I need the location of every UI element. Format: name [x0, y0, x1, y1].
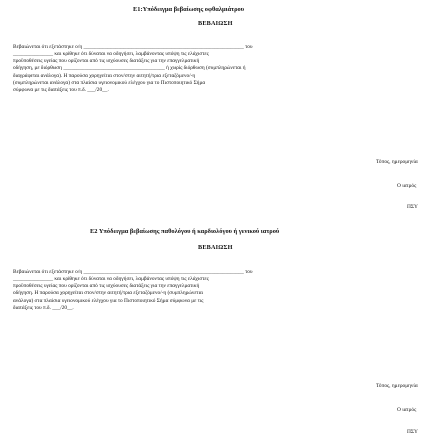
body-line: οδήγηση, με διόρθωση ______________________________________ ή χωρίς διόρθωση (συμπληρώνεται ή: [13, 65, 246, 72]
section-title-1: Ε1:Υπόδειγμα βεβαίωσης οφθαλμιάτρου: [133, 6, 245, 13]
body-line: προϋποθέσεις υγείας που ορίζονται από τις ισχύουσες διατάξεις για την επαγγελματική: [13, 283, 200, 290]
section-heading-1: ΒΕΒΑΙΩΣΗ: [198, 20, 233, 27]
signature-label-2: ΠΣΥ: [407, 429, 418, 435]
body-line: Βεβαιώνεται ότι εξετάστηκε ο/η ____________________________________________________________ του: [13, 44, 253, 50]
body-line: σύμφωνα με τις διατάξεις του π.δ. ___/20__.: [13, 86, 109, 93]
body-line: διαγράφεται ανάλογα). Η παρούσα χορηγείται στον/στην αιτητή/τρια εξεταζόμενο/-η: [13, 72, 196, 79]
signature-label-1: ΠΣΥ: [407, 204, 418, 210]
declarant-label-2: Ο ιατρός: [397, 407, 417, 413]
body-line: _______________ και κρίθηκε ότι δύναται να οδηγήσει, λαμβάνοντας υπόψη τις ελάχιστες: [13, 276, 209, 283]
body-line: οδήγηση. Η παρούσα χορηγείται στον/στην αιτητή/τρια εξεταζόμενο/-η (συμπληρώνεται: [13, 290, 203, 297]
section-title-2: Ε2 Υπόδειγμα βεβαίωσης παθολόγου ή καρδιολόγου ή γενικού ιατρού: [90, 228, 280, 235]
place-date-label-1: Τόπος, ημερομηνία: [376, 159, 418, 165]
body-line: διατάξεις του π.δ. ___/20__.: [13, 304, 74, 311]
section-heading-2: ΒΕΒΑΙΩΣΗ: [198, 244, 233, 251]
body-line: προϋποθέσεις υγείας που ορίζονται από τις ισχύουσες διατάξεις για την επαγγελματική: [13, 58, 200, 65]
place-date-label-2: Τόπος, ημερομηνία: [376, 383, 418, 389]
section-body-1: [13, 44, 425, 94]
body-line: Βεβαιώνεται ότι εξετάστηκε ο/η ____________________________________________________________ του: [13, 269, 253, 275]
section-body-2: [13, 269, 425, 312]
declarant-label-1: Ο ιατρός: [397, 183, 417, 189]
body-line: (συμπληρώνεται ανάλογα) στα πλαίσια υγειονομικού ελέγχου για το Πιστοποιητικό Σήμα: [13, 79, 206, 86]
body-line: ανάλογα) στα πλαίσια υγειονομικού ελέγχου για το Πιστοποιητικό Σήμα σύμφωνα με τις: [13, 297, 204, 304]
body-line: _______________ και κρίθηκε ότι δύναται να οδηγήσει, λαμβάνοντας υπόψη τις ελάχιστες: [13, 51, 209, 58]
